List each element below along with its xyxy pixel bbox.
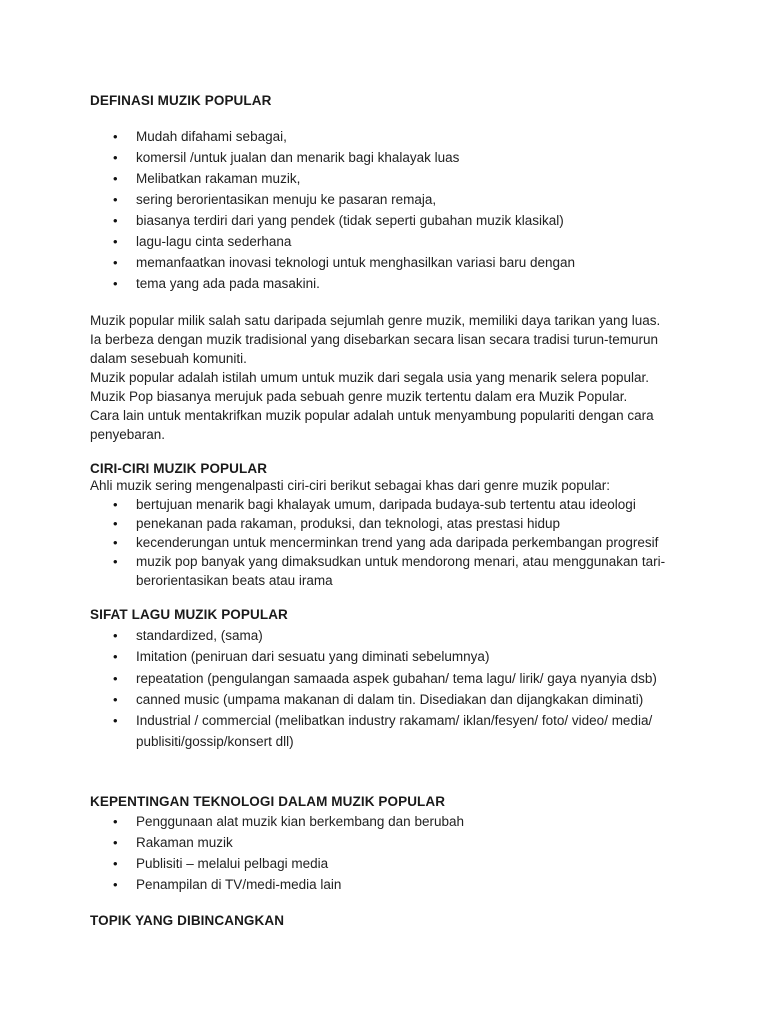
sifat-lagu-item-text: repeatation (pengulangan samaada aspek gubahan/ tema lagu/ lirik/ gaya nyanyia dsb): [136, 670, 657, 686]
kepentingan-teknologi-item-text: Rakaman muzik: [136, 834, 233, 850]
definasi-item-text: Mudah difahami sebagai,: [136, 129, 287, 144]
bullet-icon: •: [113, 691, 118, 707]
sifat-lagu-item: [90, 710, 690, 753]
definasi-item-text: biasanya terdiri dari yang pendek (tidak seperti gubahan muzik klasikal): [136, 213, 564, 228]
sifat-lagu-item-text: Imitation (peniruan dari sesuatu yang diminati sebelumnya): [136, 649, 490, 665]
bullet-icon: •: [113, 670, 118, 686]
paragraph-line: Cara lain untuk mentakrifkan muzik popular adalah untuk menyambung populariti dengan cara: [90, 408, 654, 423]
definasi-item: [90, 231, 690, 252]
ciri-ciri-item-text: penekanan pada rakaman, produksi, dan teknologi, atas prestasi hidup: [136, 516, 561, 531]
ciri-ciri-item: [90, 514, 690, 533]
ciri-ciri-item-text: kecenderungan untuk mencerminkan trend yang ada daripada perkembangan progresif: [136, 535, 659, 550]
bullet-icon: •: [113, 813, 118, 829]
paragraph-line: Ia berbeza dengan muzik tradisional yang disebarkan secara lisan secara tradisi turun-temurun: [90, 332, 659, 347]
ciri-ciri-item-text-line: muzik pop banyak yang dimaksudkan untuk mendorong menari, atau menggunakan tari-: [136, 554, 666, 569]
document-content: [90, 93, 690, 929]
heading-kepentingan-teknologi: KEPENTINGAN TEKNOLOGI DALAM MUZIK POPULAR: [90, 793, 446, 809]
definasi-item-text: memanfaatkan inovasi teknologi untuk menghasilkan variasi baru dengan: [136, 255, 576, 270]
definasi-item: [90, 273, 690, 294]
bullet-icon: •: [113, 276, 118, 291]
kepentingan-teknologi-item: [90, 874, 690, 895]
bullet-icon: •: [113, 713, 118, 729]
sifat-lagu-list: [90, 625, 690, 753]
paragraph-line: Muzik Pop biasanya merujuk pada sebuah genre muzik tertentu dalam era Muzik Popular.: [90, 389, 628, 404]
kepentingan-teknologi-item: [90, 811, 690, 832]
definasi-item-text: komersil /untuk jualan dan menarik bagi khalayak luas: [136, 150, 460, 165]
heading-ciri-ciri: CIRI-CIRI MUZIK POPULAR: [90, 461, 268, 476]
heading-sifat-lagu: SIFAT LAGU MUZIK POPULAR: [90, 607, 288, 622]
heading-definasi: DEFINASI MUZIK POPULAR: [90, 93, 272, 108]
kepentingan-teknologi-item: [90, 832, 690, 853]
kepentingan-teknologi-item-text: Penampilan di TV/medi-media lain: [136, 876, 342, 892]
definasi-item: [90, 252, 690, 273]
heading-topik: TOPIK YANG DIBINCANGKAN: [90, 912, 285, 928]
definasi-item-text: tema yang ada pada masakini.: [136, 276, 320, 291]
kepentingan-teknologi-item: [90, 853, 690, 874]
bullet-icon: •: [113, 628, 118, 643]
bullet-icon: •: [113, 834, 118, 850]
ciri-ciri-item-text: bertujuan menarik bagi khalayak umum, daripada budaya-sub tertentu atau ideologi: [136, 497, 636, 512]
ciri-ciri-item: [90, 495, 690, 514]
paragraph-line: Muzik popular adalah istilah umum untuk muzik dari segala usia yang menarik selera popular.: [90, 370, 650, 385]
definasi-item: [90, 147, 690, 168]
ciri-ciri-item: [90, 552, 690, 590]
bullet-icon: •: [113, 649, 118, 665]
definasi-item-text: sering berorientasikan menuju ke pasaran remaja,: [136, 192, 437, 207]
definasi-item: [90, 126, 690, 147]
definasi-item: [90, 168, 690, 189]
ciri-ciri-intro: Ahli muzik sering mengenalpasti ciri-ciri berikut sebagai khas dari genre muzik popular:: [90, 478, 610, 493]
bullet-icon: •: [113, 876, 118, 892]
bullet-icon: •: [113, 213, 118, 228]
kepentingan-teknologi-list: [90, 811, 690, 895]
kepentingan-teknologi-item-text: Penggunaan alat muzik kian berkembang dan berubah: [136, 813, 464, 829]
definasi-item-text: Melibatkan rakaman muzik,: [136, 171, 301, 186]
definasi-item: [90, 189, 690, 210]
definasi-item: [90, 210, 690, 231]
bullet-icon: •: [113, 192, 118, 207]
sifat-lagu-item: [90, 625, 690, 646]
sifat-lagu-item: [90, 689, 690, 710]
bullet-icon: •: [113, 129, 118, 144]
bullet-icon: •: [113, 855, 118, 871]
bullet-icon: •: [113, 535, 118, 550]
sifat-lagu-item-text-line: publisiti/gossip/konsert dll): [136, 734, 294, 750]
paragraph-line: dalam sesebuah komuniti.: [90, 351, 247, 366]
paragraph-line: penyebaran.: [90, 427, 166, 442]
sifat-lagu-item-text: canned music (umpama makanan di dalam tin. Disediakan dan dijangkakan diminati): [136, 691, 644, 707]
bullet-icon: •: [113, 554, 118, 569]
sifat-lagu-item-text: standardized, (sama): [136, 628, 263, 643]
ciri-ciri-item: [90, 533, 690, 552]
sifat-lagu-item: [90, 668, 690, 689]
definasi-paragraph: [90, 311, 690, 444]
sifat-lagu-item-text-line: Industrial / commercial (melibatkan industry rakamam/ iklan/fesyen/ foto/ video/ media/: [136, 713, 653, 729]
definasi-list: [90, 126, 690, 294]
bullet-icon: •: [113, 150, 118, 165]
ciri-ciri-list: [90, 495, 690, 590]
kepentingan-teknologi-item-text: Publisiti – melalui pelbagi media: [136, 855, 329, 871]
bullet-icon: •: [113, 497, 118, 512]
paragraph-line: Muzik popular milik salah satu daripada sejumlah genre muzik, memiliki daya tarikan yang luas.: [90, 313, 661, 328]
bullet-icon: •: [113, 171, 118, 186]
bullet-icon: •: [113, 516, 118, 531]
bullet-icon: •: [113, 255, 118, 270]
sifat-lagu-item: [90, 646, 690, 667]
bullet-icon: •: [113, 234, 118, 249]
definasi-item-text: lagu-lagu cinta sederhana: [136, 234, 292, 249]
ciri-ciri-item-text-line: berorientasikan beats atau irama: [136, 573, 333, 588]
